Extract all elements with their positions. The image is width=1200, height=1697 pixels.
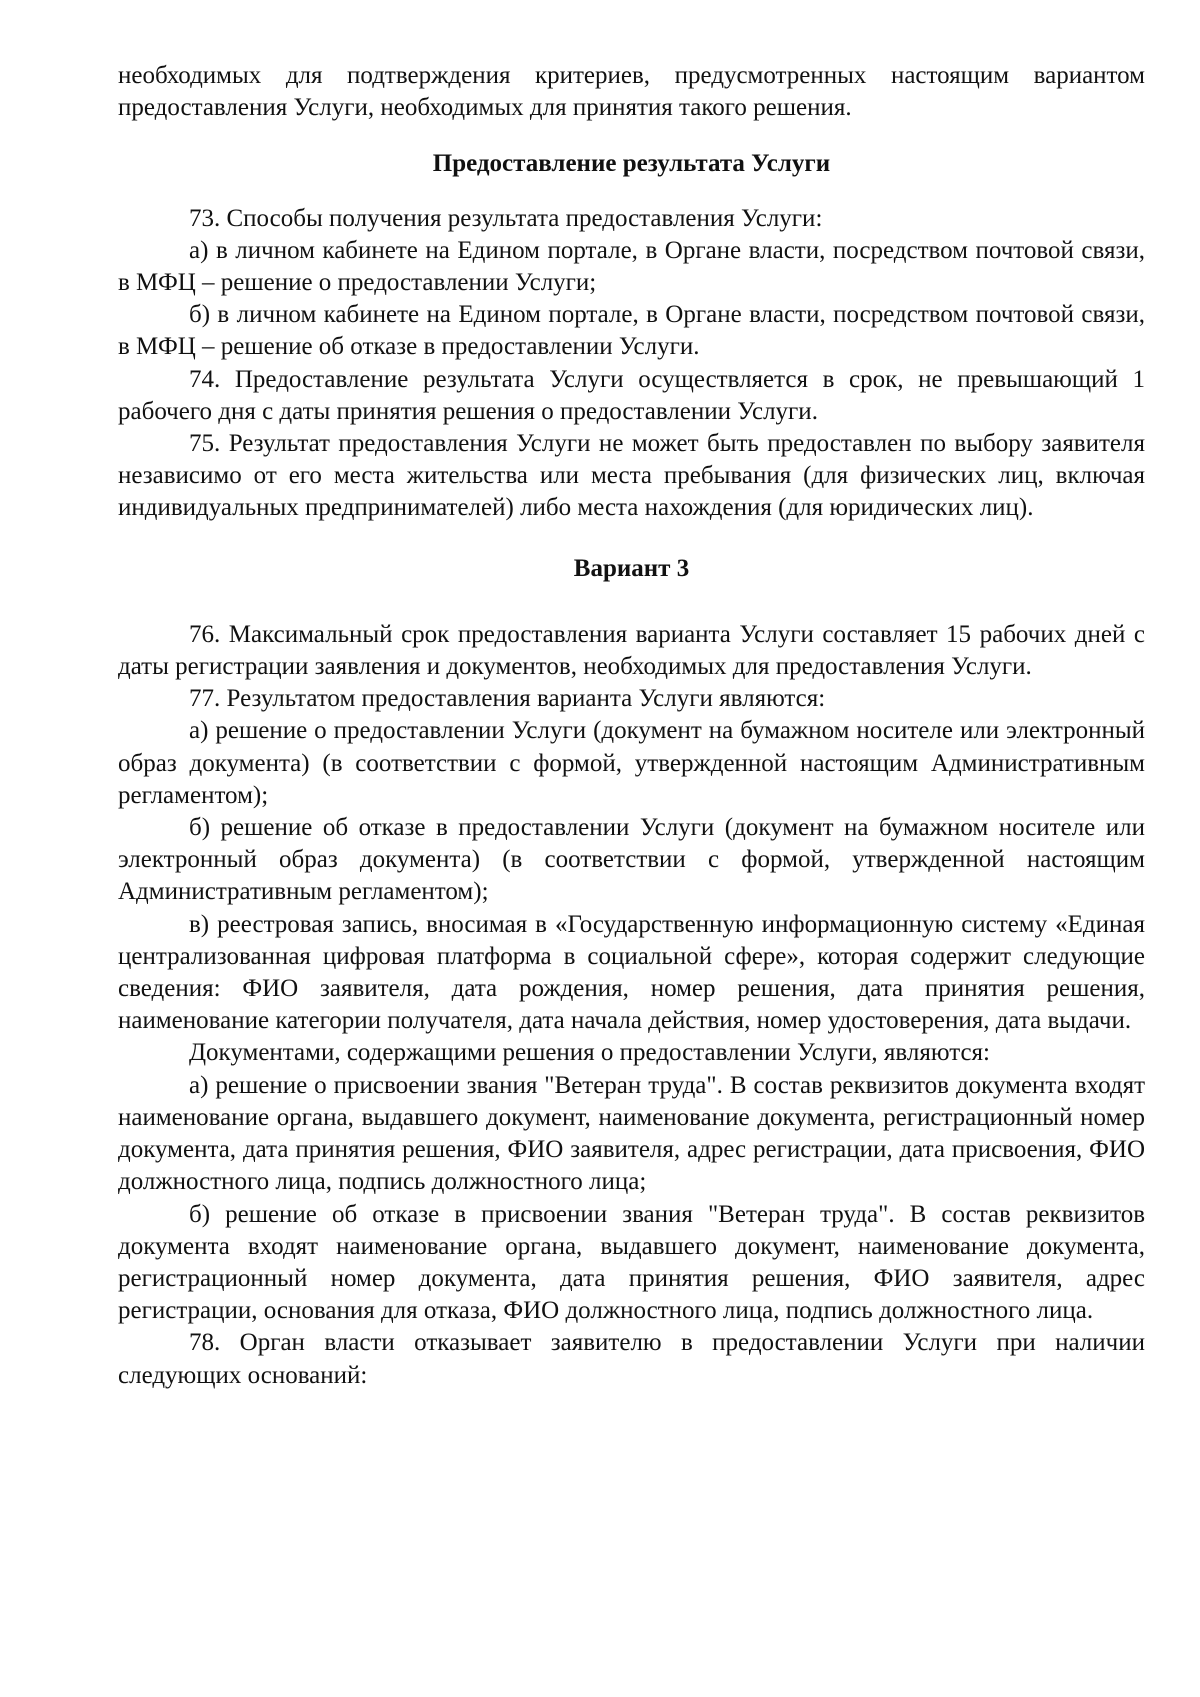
paragraph-73: 73. Способы получения результата предоставления Услуги: <box>189 204 823 232</box>
spacer <box>118 124 1145 148</box>
paragraph-documents-a: а) решение о присвоении звания "Ветеран труда". В состав реквизитов документа входят наименование органа, выдавшего документ, наименование документа, регистрационный номер документа, дата принятия решения, ФИО заявителя, адрес регистрации, дата присвоения, ФИО должностного лица, подпись должностного лица; <box>118 1071 1145 1196</box>
paragraph-75: 75. Результат предоставления Услуги не может быть предоставлен по выбору заявителя независимо от его места жительства или места пребывания (для физических лиц, включая индивидуальных предпринимателей) либо места нахождения (для юридических лиц). <box>118 430 1145 522</box>
paragraph-documents: Документами, содержащими решения о предоставлении Услуги, являются: <box>189 1039 990 1067</box>
paragraph-documents-b: б) решение об отказе в присвоении звания "Ветеран труда". В состав реквизитов документа входят наименование органа, выдавшего документ, наименование документа, регистрационный номер документа, дата принятия решения, ФИО заявителя, адрес регистрации, основания для отказа, ФИО должностного лица, подпись должностного лица. <box>118 1200 1145 1325</box>
paragraph-78: 78. Орган власти отказывает заявителю в предоставлении Услуги при наличии следующих оснований: <box>118 1329 1145 1389</box>
paragraph-76: 76. Максимальный срок предоставления варианта Услуги составляет 15 рабочих дней с даты регистрации заявления и документов, необходимых для предоставления Услуги. <box>118 620 1145 681</box>
paragraph-77-a: а) решение о предоставлении Услуги (документ на бумажном носителе или электронный образ документа) (в соответствии с формой, утвержденной настоящим Административным регламентом); <box>118 717 1145 809</box>
paragraph-77-b: б) решение об отказе в предоставлении Услуги (документ на бумажном носителе или электронный образ документа) (в соответствии с формой, утвержденной настоящим Административным регламентом); <box>118 814 1145 906</box>
paragraph-74: 74. Предоставление результата Услуги осуществляется в срок, не превышающий 1 рабочего дня с даты принятия решения о предоставлении Услуги. <box>118 365 1145 425</box>
spacer <box>118 181 1145 203</box>
section-heading-result: Предоставление результата Услуги <box>432 150 831 178</box>
paragraph-73-a: а) в личном кабинете на Едином портале, в Органе власти, посредством почтовой связи, в МФЦ – решение о предоставлении Услуги; <box>118 236 1145 297</box>
paragraph-77: 77. Результатом предоставления варианта Услуги являются: <box>189 685 826 713</box>
spacer <box>118 585 1145 619</box>
continuation-paragraph: необходимых для подтверждения критериев, предусмотренных настоящим вариантом предоставления Услуги, необходимых для принятия такого решения. <box>118 62 1145 122</box>
spacer <box>118 525 1145 553</box>
paragraph-73-b: б) в личном кабинете на Едином портале, в Органе власти, посредством почтовой связи, в МФЦ – решение об отказе в предоставлении Услуги. <box>118 301 1145 361</box>
paragraph-77-v: в) реестровая запись, вносимая в «Государственную информационную систему «Единая централизованная цифровая платформа в социальной сфере», которая содержит следующие сведения: ФИО заявителя, дата рождения, номер решения, дата принятия решения, наименование категории получателя, дата начала действия, номер удостоверения, дата выдачи. <box>118 910 1145 1035</box>
section-heading-variant-3: Вариант 3 <box>573 554 690 582</box>
